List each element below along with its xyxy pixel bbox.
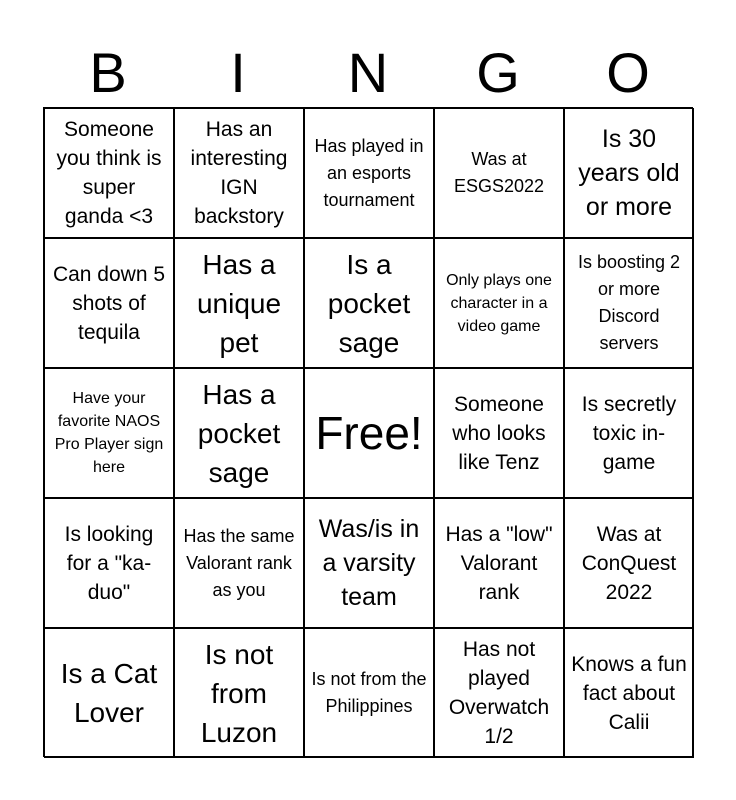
bingo-cell-r4c2[interactable]: Has the same Valorant rank as you <box>174 498 304 628</box>
bingo-cell-r3c5[interactable]: Is secretly toxic in-game <box>564 368 694 498</box>
bingo-cell-r3c1[interactable]: Have your favorite NAOS Pro Player sign here <box>44 368 174 498</box>
bingo-cell-r5c3[interactable]: Is not from the Philippines <box>304 628 434 758</box>
bingo-cell-r1c3[interactable]: Has played in an esports tournament <box>304 108 434 238</box>
header-letter-n: N <box>347 41 389 104</box>
bingo-cell-r5c5[interactable]: Knows a fun fact about Calii <box>564 628 694 758</box>
bingo-cell-r1c1[interactable]: Someone you think is super ganda <3 <box>44 108 174 238</box>
bingo-cell-r1c5[interactable]: Is 30 years old or more <box>564 108 694 238</box>
bingo-cell-r5c1[interactable]: Is a Cat Lover <box>44 628 174 758</box>
bingo-cell-free[interactable]: Free! <box>304 368 434 498</box>
bingo-cell-r2c5[interactable]: Is boosting 2 or more Discord servers <box>564 238 694 368</box>
header-letter-g: G <box>476 41 520 104</box>
bingo-cell-r2c2[interactable]: Has a unique pet <box>174 238 304 368</box>
header-letter-i: I <box>230 41 246 104</box>
bingo-cell-r3c4[interactable]: Someone who looks like Tenz <box>434 368 564 498</box>
bingo-board <box>43 107 693 757</box>
bingo-cell-r1c4[interactable]: Was at ESGS2022 <box>434 108 564 238</box>
bingo-cell-r4c1[interactable]: Is looking for a "ka-duo" <box>44 498 174 628</box>
bingo-cell-r2c4[interactable]: Only plays one character in a video game <box>434 238 564 368</box>
bingo-cell-r4c4[interactable]: Has a "low" Valorant rank <box>434 498 564 628</box>
bingo-cell-r5c4[interactable]: Has not played Overwatch 1/2 <box>434 628 564 758</box>
bingo-header <box>43 40 693 106</box>
bingo-cell-r5c2[interactable]: Is not from Luzon <box>174 628 304 758</box>
bingo-cell-r2c1[interactable]: Can down 5 shots of tequila <box>44 238 174 368</box>
bingo-cell-r3c2[interactable]: Has a pocket sage <box>174 368 304 498</box>
bingo-cell-r4c5[interactable]: Was at ConQuest 2022 <box>564 498 694 628</box>
header-letter-o: O <box>606 41 650 104</box>
bingo-cell-r4c3[interactable]: Was/is in a varsity team <box>304 498 434 628</box>
bingo-cell-r1c2[interactable]: Has an interesting IGN backstory <box>174 108 304 238</box>
header-letter-b: B <box>89 41 127 104</box>
bingo-cell-r2c3[interactable]: Is a pocket sage <box>304 238 434 368</box>
